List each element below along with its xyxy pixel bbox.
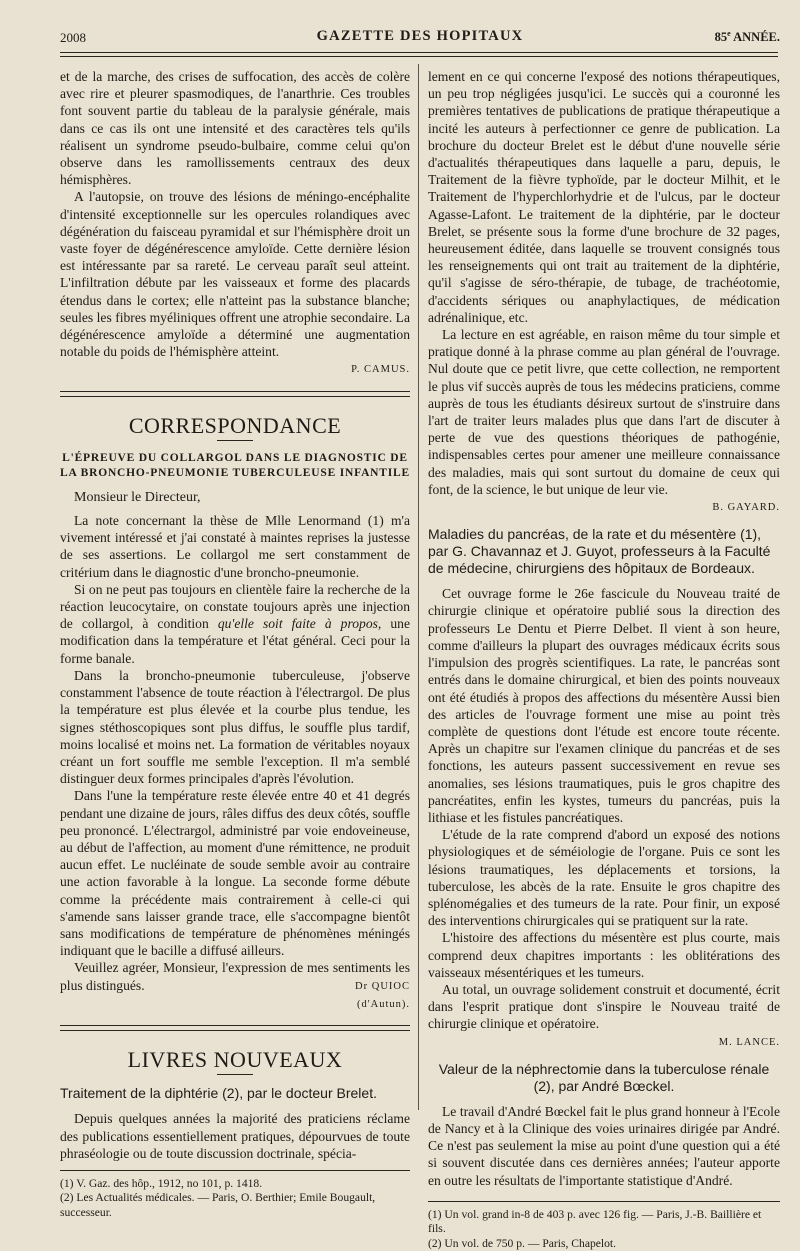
footnote: (1) V. Gaz. des hôp., 1912, no 101, p. 1418. xyxy=(60,1176,263,1190)
year-word: ANNÉE. xyxy=(733,30,780,45)
journal-title: GAZETTE DES HOPITAUX xyxy=(316,28,524,44)
header-rule-thick xyxy=(60,52,778,53)
short-rule xyxy=(217,440,253,441)
year-superscript: e xyxy=(727,29,731,38)
letter-heading: L'ÉPREUVE DU COLLARGOL DANS LE DIAGNOSTIC DE LA BRONCHO-PNEUMONIE TUBERCULEUSE INFANTILE xyxy=(60,451,410,479)
right-column xyxy=(428,68,780,1251)
page-header xyxy=(60,28,780,48)
text-run: Si on ne peut pas toujours en clientèle faire la recherche de la réaction leucocytaire, on constate toujours après une injection de collargol, à condition xyxy=(60,581,410,632)
review-title: Traitement de la diphtérie (2), par le docteur Brelet. xyxy=(60,1085,377,1102)
letter-paragraph: Dans la broncho-pneumonie tuberculeuse, j'observe constamment l'absence de toute réaction à l'électrargol. De plus la température est plus élevée et la courbe plus tendue, les signes stéthoscopiques sont plus diffus, le souffle plus tardif, moins localisé et moins net. La formation de véritables noyaux créant un fort souffle me semble l'exception. Il m'a semblé distinguer deux formes principales d'après l'évolution. xyxy=(60,667,410,787)
footnote: (1) Un vol. grand in-8 de 403 p. avec 126 fig. — Paris, J.-B. Baillière et fils. xyxy=(428,1207,762,1236)
header-rule-thin xyxy=(60,56,778,57)
column-divider xyxy=(418,64,419,1110)
section-double-rule xyxy=(60,1025,410,1031)
letter-signature-place: (d'Autun). xyxy=(356,998,410,1010)
section-double-rule xyxy=(60,391,410,397)
author-signature: P. CAMUS. xyxy=(351,364,410,376)
left-column xyxy=(60,68,410,1220)
footnote: (2) Les Actualités médicales. — Paris, O. Berthier; Emile Bougault, successeur. xyxy=(60,1191,376,1219)
review-paragraph: Le travail d'André Bœckel fait le plus grand honneur à l'Ecole de Nancy et à la Clinique des voies urinaires dirigée par André. Ce n'est pas seulement la mise au point d'une question qui a été si souvent discutée dans ces dernières années; l'auteur apporte en outre les résultats de l'importante statistique d'André. xyxy=(428,1103,780,1188)
year-number: 85 xyxy=(714,30,728,45)
page-number: 2008 xyxy=(60,30,86,45)
section-title-livres: LIVRES NOUVEAUX xyxy=(127,1047,343,1073)
letter-salutation: Monsieur le Directeur, xyxy=(74,489,201,505)
letter-signature: Dr QUIOC xyxy=(355,980,410,992)
review-paragraph: Depuis quelques années la majorité des praticiens réclame des publications essentiellement pratiques, dépourvues de toute phraséologie ou de toute discussion doctrinale, spécia- xyxy=(60,1111,410,1161)
review-paragraph: Cet ouvrage forme le 26e fascicule du Nouveau traité de chirurgie clinique et opératoire publié sous la direction des professeurs Le Dentu et Pierre Delbet. Il vient à son heure, comme d'ailleurs la plupart des ouvrages médicaux écrits sous l'impulsion des progrès scientifiques. La rate, le pancréas sont entrés dans le domaine chirurgical, et bien des points nouveaux ont été étudiés à propos des affections du mésentère Aussi bien des articles de l'ouvrage forment une mise au point très complète de questions dont l'étude est encore toute récente. Après un chapitre sur l'examen clinique du pancréas et de ses fonctions, les auteurs passent successivement en revue ses anomalies, ses lésions traumatiques, puis le gros chapitre des pancréatites, enfin les kystes, tumeurs du pancréas, puis la lithiase et les fistules pancréatiques. xyxy=(428,586,780,825)
review-paragraph: La lecture en est agréable, en raison même du tour simple et pratique donné à la phrase comme au plan général de l'ouvrage. Nul doute que ce petit livre, que cette collection, ne remportent le plus vif succès auprès de tous les médecins praticiens, comme auprès de tous les étudiants désireux surtout de s'instruire dans l'art de traiter leurs malades plus que dans l'art de discuter à perte de vue des questions théoriques de pathogénie, indispensables certes pour amener une meilleure connaissance des maladies, mais qui sont surtout du domaine de ceux qui font, de la science, le but unique de leur vie. xyxy=(428,327,780,497)
footnote-rule xyxy=(428,1201,780,1202)
short-rule xyxy=(217,1074,253,1075)
review-title: Maladies du pancréas, de la rate et du mésentère (1), par G. Chavannaz et J. Guyot, professeurs à la Faculté de médecine, chirurgiens des hôpitaux de Bordeaux. xyxy=(428,526,771,577)
year-label xyxy=(715,29,780,45)
review-signature: B. GAYARD. xyxy=(712,502,780,514)
letter-paragraph: Dans l'une la température reste élevée entre 40 et 41 degrés pendant une dizaine de jours, râles diffus des deux côtés, souffle peu prononcé. L'électrargol, administré par voie endoveineuse, au début de l'affection, au moment d'une rémittence, ne produit aucun effet. Le nucléinate de soude semble avoir au contraire une action favorable à la longue. La seconde forme débute comme la précédente mais contrairement à celle-ci qui s'amende sans laisser grande trace, elle s'accompagne bientôt sans modifications de température de phénomènes méningés indiquant que le bacille a diffusé ailleurs. xyxy=(60,788,410,959)
article-paragraph: et de la marche, des crises de suffocation, des accès de colère avec rire et pleurer spasmodiques, de l'anarthrie. Ces troubles font souvent partie du tableau de la paralysie générale, mais dans ce cas ils ont une intensité et des caractères tels qu'ils réalisent un syndrome pseudo-bulbaire, comme celui qu'on observe dans les ramollissements centraux des deux hémisphères. xyxy=(60,69,410,188)
letter-paragraph: La note concernant la thèse de Mlle Lenormand (1) m'a vivement intéressé et j'ai constaté à maintes reprises la justesse de ses assertions. Le collargol me sert constamment de critérium dans le diagnostic d'une broncho-pneumonie. xyxy=(60,513,410,580)
review-paragraph: L'étude de la rate comprend d'abord un exposé des notions physiologiques et de séméiologie de l'organe. Puis ce sont les lésions traumatiques, les déplacements et torsions, la tuberculose, les abcès de la rate. Ensuite le gros chapitre des splénomégalies et des tumeurs de la rate. Pour finir, un exposé des interventions chirurgicales qui se pratiquent sur la rate. xyxy=(428,827,780,929)
review-paragraph: lement en ce qui concerne l'exposé des notions thérapeutiques, un peu trop négligées jusqu'ici. Le succès qui a couronné les premières tentatives de publications de pratique thérapeutique a incité les auteurs à perfectionner ce genre de publication. La brochure du docteur Brelet est le début d'une nouvelle série d'actualités thérapeutiques dans laquelle a paru, depuis, le Traitement de la fièvre typhoïde, par le docteur Milhit, et le Traitement de l'hyperchlorhydrie et de l'ulcus, par le docteur Agasse-Lafont. Le traitement de la diphtérie, par le docteur Brelet, se présente sous la forme d'une brochure de 32 pages, heureusement éditée, dans laquelle se trouvent consignés tous les renseignements qui ont trait au traitement de la diphtérie, qu'il s'agisse de séro-thérapie, de tubage, de trachéotomie, d'accidents sériques ou anaphylactiques, de médication adrénalinique, etc. xyxy=(428,69,780,325)
footnote: (2) Un vol. de 750 p. — Paris, Chapelot. xyxy=(428,1236,617,1250)
text-run: une modification dans la température et l'état général. Ceci pour la forme banale. xyxy=(60,616,410,666)
article-paragraph: A l'autopsie, on trouve des lésions de méningo-encéphalite d'intensité exceptionnelle sur les opercules rolandiques avec dégénération du faisceau pyramidal et sur l'hémisphère droit un vaste foyer de dégénérescence amyloïde. Cette dernière lésion est intéressante par sa rareté. Le cerveau paraît seul atteint. L'infiltration débute par les vaisseaux et forme des placards étendus dans le cortex; elle n'atteint pas la substance blanche; seules les fibres myéliniques offrent une atrophie secondaire. La dégénérescence amyloïde a déterminé une augmentation notable du poids de l'hémisphère atteint. xyxy=(60,189,410,360)
review-paragraph: Au total, un ouvrage solidement construit et documenté, écrit dans l'esprit pratique dont s'inspire le Nouveau traité de chirurgie clinique et opératoire. xyxy=(428,981,780,1032)
letter-paragraph: Veuillez agréer, Monsieur, l'expression de mes sentiments les plus distingués. xyxy=(60,960,410,993)
footnote-rule xyxy=(60,1170,410,1171)
review-signature: M. LANCE. xyxy=(718,1036,780,1048)
section-title-correspondance: CORRESPONDANCE xyxy=(128,412,342,438)
italic-run: qu'elle soit faite à propos, xyxy=(217,616,382,632)
footnotes xyxy=(428,1208,780,1251)
letter-paragraph xyxy=(60,581,410,667)
review-paragraph: L'histoire des affections du mésentère est plus courte, mais comprend deux chapitres importants : les oblitérations des vaisseaux mésentériques et les tumeurs. xyxy=(428,930,780,980)
footnotes xyxy=(60,1177,410,1221)
review-title: Valeur de la néphrectomie dans la tuberculose rénale (2), par André Bœckel. xyxy=(438,1060,770,1094)
